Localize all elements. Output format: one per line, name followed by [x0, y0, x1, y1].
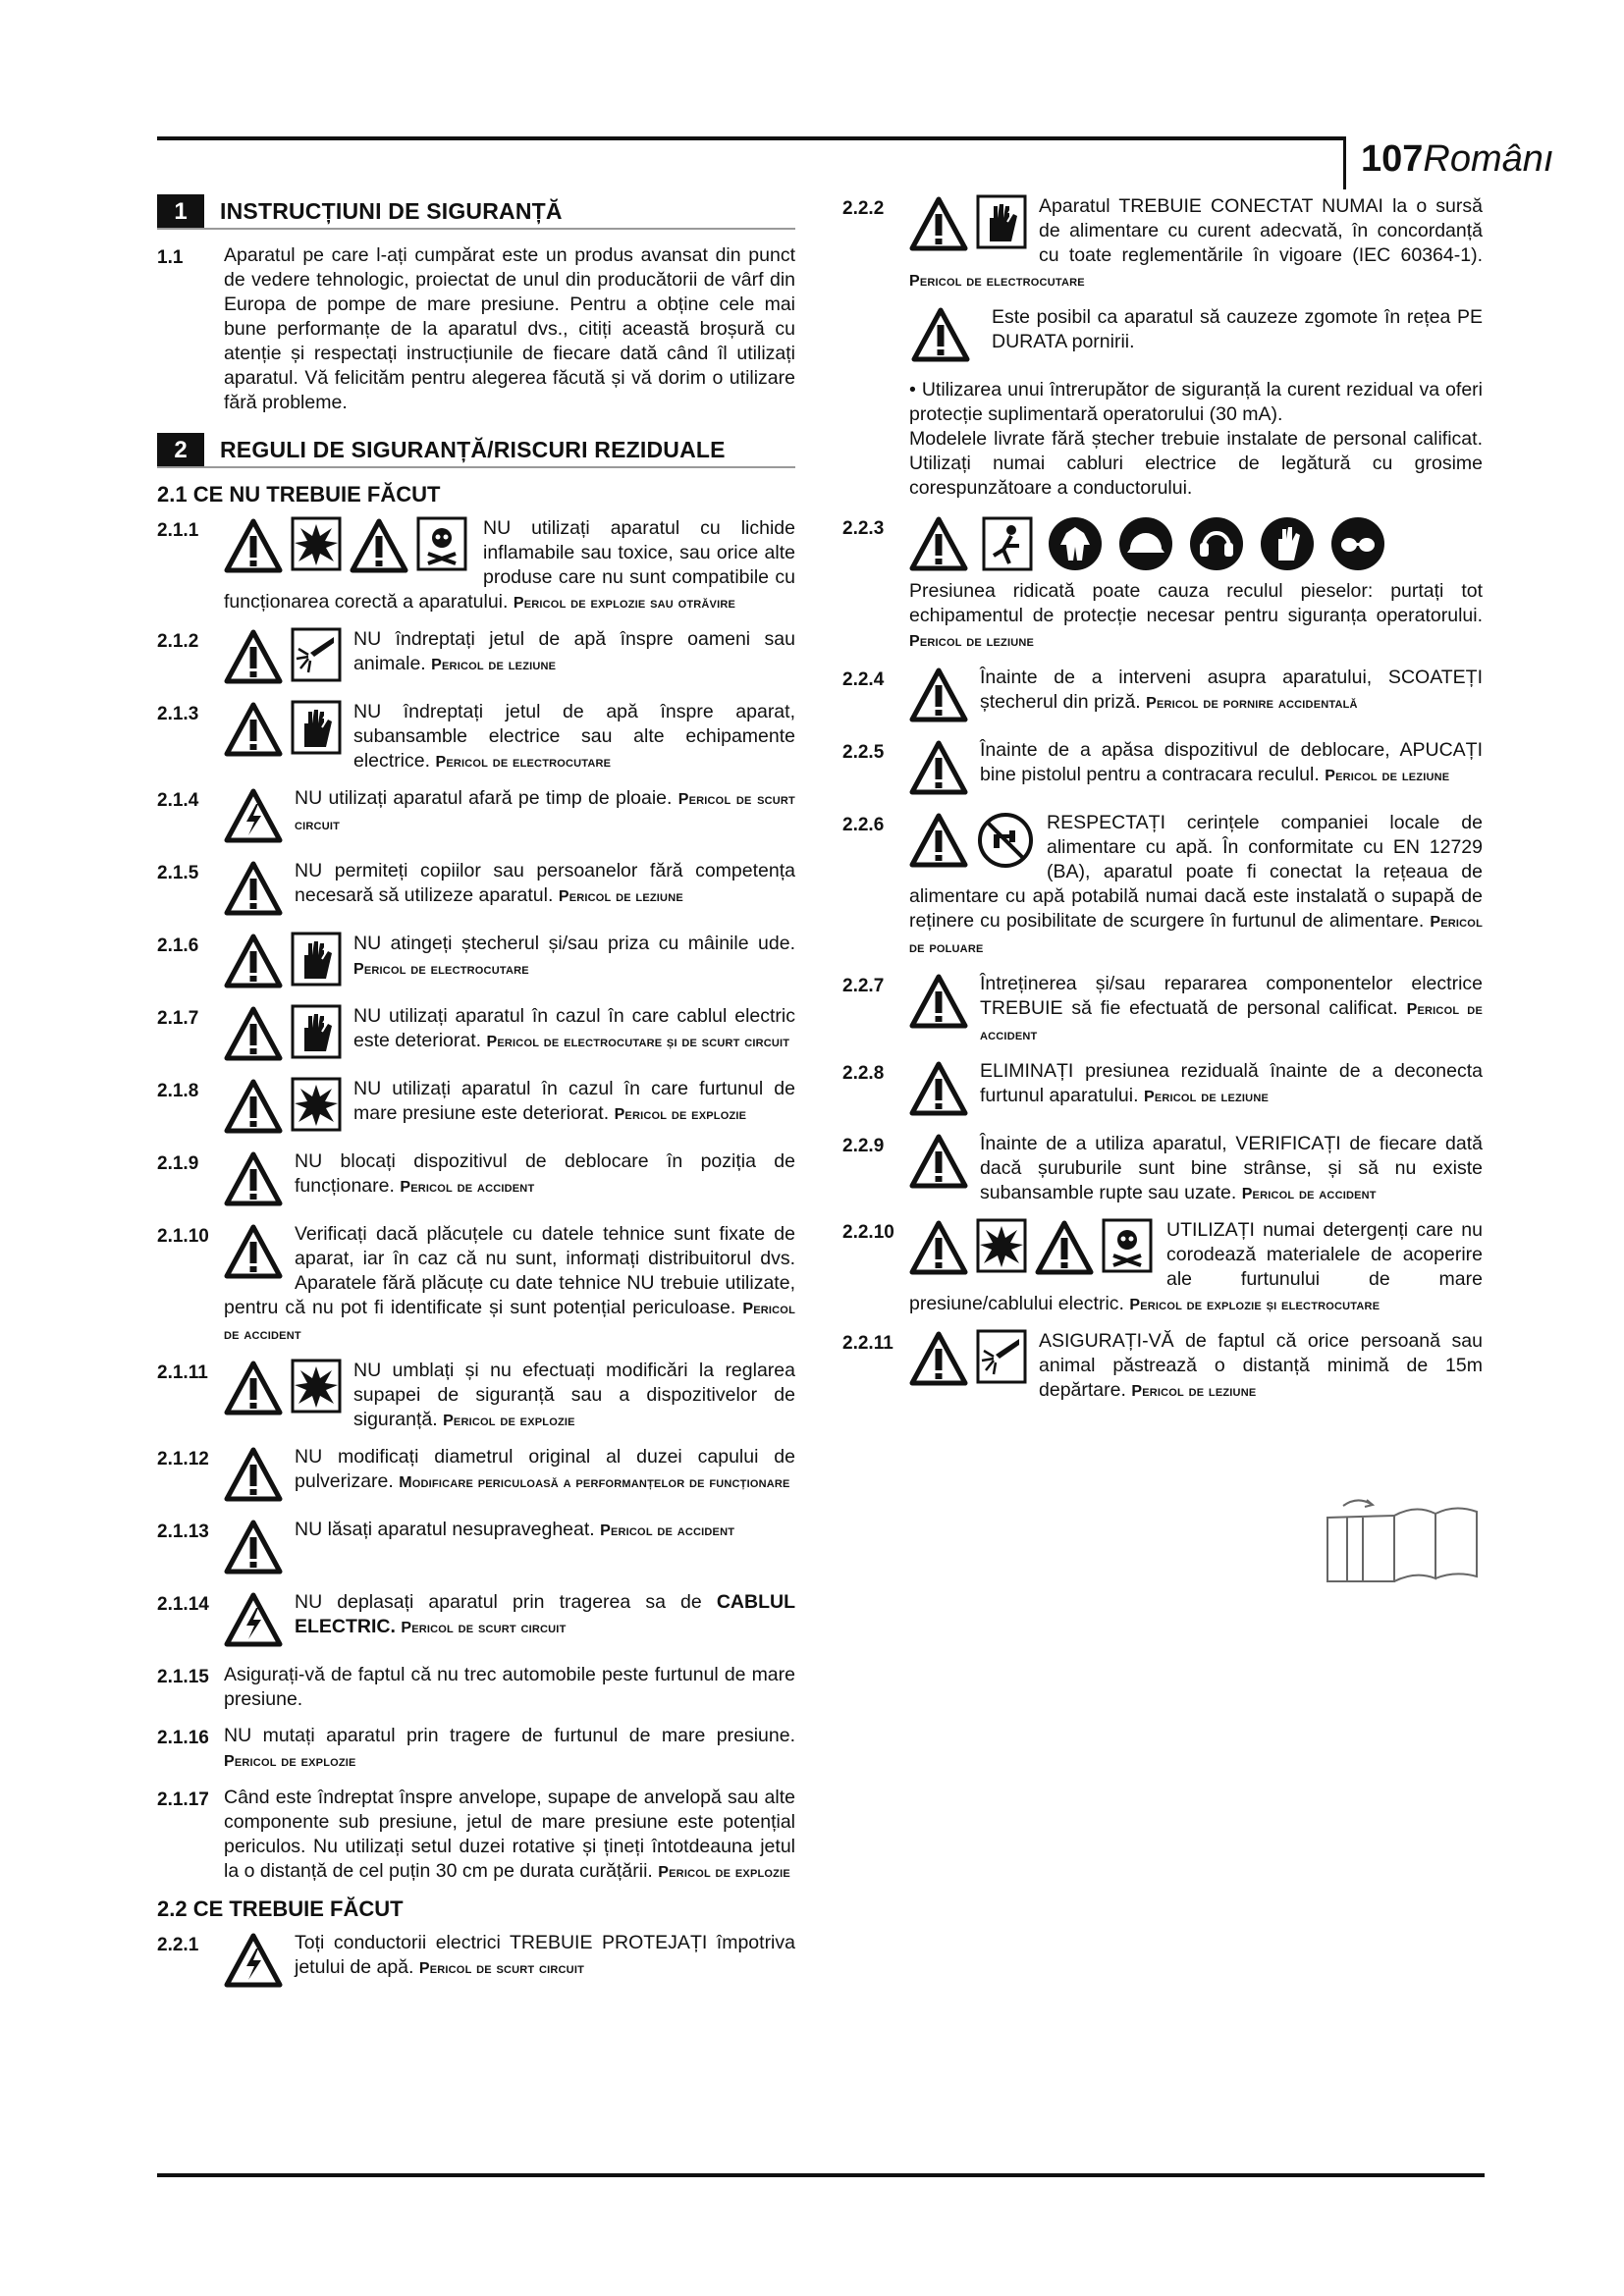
item-2-1-11: 2.1.11 NU umblați și nu efectuați modificări la reglarea supapei de siguranță sau a dispozitivelor de siguranță. Pericol de explozie [157, 1360, 795, 1430]
warning-icon [909, 514, 968, 573]
item-2-1-6: 2.1.6 NU atingeți ștecherul și/sau priza cu mâinile ude. Pericol de electrocutare [157, 932, 795, 992]
left-column [157, 194, 795, 2003]
explosion-icon [291, 1359, 342, 1414]
ear-protection-icon [1188, 515, 1245, 572]
electric-warning-icon [224, 1931, 283, 1990]
warning-icon [224, 932, 283, 990]
warning-icon [224, 1004, 283, 1063]
warning-icon [909, 811, 968, 870]
right-column [842, 194, 1483, 1415]
subsection-2-2-heading: 2.2 CE TREBUIE FĂCUT [157, 1896, 404, 1921]
warning-icon [224, 1077, 283, 1136]
no-tap-icon [976, 811, 1035, 870]
warning-icon [909, 666, 968, 724]
toxic-skull-icon [1102, 1218, 1153, 1273]
warning-icon [909, 1132, 968, 1191]
item-2-1-2: 2.1.2 NU îndreptați jetul de apă înspre oameni sau animale. Pericol de leziune [157, 627, 795, 688]
item-2-1-14: 2.1.14 NU deplasați aparatul prin tragerea sa de CABLUL ELECTRIC. Pericol de scurt circuit [157, 1590, 795, 1651]
item-2-1-4: 2.1.4 NU utilizați aparatul afară pe timp de ploaie. Pericol de scurt circuit [157, 786, 795, 847]
item-2-1-8: 2.1.8 NU utilizați aparatul în cazul în care furtunul de mare presiune este deteriorat. Pericol de explozie [157, 1077, 795, 1138]
warning-icon [1035, 1218, 1094, 1277]
bottom-rule [157, 2173, 1485, 2177]
item-2-2-11: 2.2.11 ASIGURAȚI-VĂ de faptul că orice persoană sau animal păstrează o distanță minimă de 15m depărtare. Pericol de leziune [842, 1330, 1483, 1401]
item-2-2-4: 2.2.4 Înainte de a interveni asupra aparatului, SCOATEȚI ștecherul din priză. Pericol de pornire accidentală [842, 666, 1483, 726]
explosion-icon [976, 1218, 1027, 1273]
toxic-skull-icon [416, 516, 467, 571]
warning-icon [224, 1359, 283, 1417]
page-number: 107Românı [1361, 138, 1554, 180]
item-2-1-7: 2.1.7 NU utilizați aparatul în cazul în care cablul electric este deteriorat. Pericol de electrocutare și de scurt circuit [157, 1004, 795, 1065]
section-2-heading: 2 REGULI DE SIGURANȚĂ/RISCURI REZIDUALE [157, 433, 795, 468]
item-2-1-3: 2.1.3 NU îndreptați jetul de apă înspre aparat, subansamble electrice sau alte echipamente electrice. Pericol de electrocutare [157, 701, 795, 772]
warning-icon [224, 1445, 283, 1504]
electric-warning-icon [224, 786, 283, 845]
electric-hand-icon [291, 932, 342, 987]
section-1-heading: 1 INSTRUCȚIUNI DE SIGURANȚĂ [157, 194, 795, 230]
subsection-2-1-heading: 2.1 CE NU TREBUIE FĂCUT [157, 482, 441, 507]
item-2-1-16: 2.1.16 NU mutați aparatul prin tragere de furtunul de mare presiune. Pericol de explozie [157, 1725, 795, 1770]
rcd-note: • Utilizarea unui întrerupător de siguranță la curent rezidual va oferi protecție suplimentară operatorului (30 mA). [909, 379, 1483, 425]
water-jet-icon [291, 627, 342, 682]
read-manual-icon [1308, 1488, 1485, 1586]
warning-icon [909, 1059, 968, 1118]
item-2-2-10: 2.2.10 UTILIZAȚI numai detergenți care nu corodează materialele de acoperire ale furtunului de mare presiune/cablului electric. Pericol de explozie și electrocutare [842, 1219, 1483, 1314]
warning-icon [224, 627, 283, 686]
electric-warning-icon [224, 1590, 283, 1649]
item-2-2-7: 2.2.7 Întreținerea și/sau repararea componentelor electrice TREBUIE să fie efectuată de personal calificat. Pericol de accident [842, 973, 1483, 1043]
goggles-icon [1329, 515, 1386, 572]
item-2-2-2: 2.2.2 Aparatul TREBUIE CONECTAT NUMAI la o sursă de alimentare cu curent adecvată, în concordanță cu toate reglementările în vigoare (IEC 60364-1). Pericol de electrocutare [842, 195, 1483, 290]
item-2-2-3: 2.2.3 Presiunea ridicată poate cauza reculul pieselor: purtați tot echipamentul de protecție necesar pentru siguranța operatorului. Pericol de leziune [842, 514, 1483, 654]
warning-icon [224, 516, 283, 575]
electric-hand-icon [291, 700, 342, 755]
item-2-1-10: 2.1.10 Verificați dacă plăcuțele cu datele tehnice sunt fixate de aparat, iar în caz că nu sunt, informați distribuitorul dvs. Aparatele fără plăcuțe cu date tehnice NU trebuie utilizate, pentru că nu pot fi identificate și sunt potențial periculoase. Pericol de accident [157, 1223, 795, 1343]
item-2-1-13: 2.1.13 NU lăsați aparatul nesupravegheat. Pericol de accident [157, 1518, 795, 1578]
item-2-1-15: 2.1.15 Asigurați-vă de faptul că nu trec automobile peste furtunul de mare presiune. [157, 1664, 795, 1710]
item-noise-note: Este posibil ca aparatul să cauzeze zgomote în rețea PE DURATA pornirii. [842, 305, 1483, 366]
warning-icon [909, 1218, 968, 1277]
warning-icon [909, 194, 968, 253]
item-2-1-12: 2.1.12 NU modificați diametrul original al duzei capului de pulverizare. Modificare periculoasă a performanțelor de funcționare [157, 1445, 795, 1506]
protective-suit-icon [1047, 515, 1104, 572]
explosion-icon [291, 1077, 342, 1132]
recoil-icon [982, 516, 1033, 571]
explosion-icon [291, 516, 342, 571]
item-2-1-17: 2.1.17 Când este îndreptat înspre anvelope, supape de anvelopă sau alte componente sub presiune, jetul de mare presiune este potențial periculos. Nu utilizați setul duzei rotative și țineți întotdeauna jetul la o distanță de cel puțin 30 cm pe durata curățării. Pericol de explozie [157, 1787, 795, 1882]
item-2-1-5: 2.1.5 NU permiteți copiilor sau persoanelor fără competența necesară să utilizeze aparatul. Pericol de leziune [157, 859, 795, 920]
warning-icon [350, 516, 408, 575]
electric-hand-icon [976, 194, 1027, 249]
warning-icon [909, 738, 968, 797]
warning-icon [224, 859, 283, 918]
warning-icon [224, 1518, 283, 1576]
item-2-2-8: 2.2.8 ELIMINAȚI presiunea reziduală înainte de a deconecta furtunul aparatului. Pericol de leziune [842, 1059, 1483, 1120]
gloves-icon [1259, 515, 1316, 572]
warning-icon [224, 1222, 283, 1281]
top-rule [157, 136, 1345, 140]
item-2-2-1: 2.2.1 Toți conductorii electrici TREBUIE PROTEJAȚI împotriva jetului de apă. Pericol de scurt circuit [157, 1931, 795, 1992]
warning-icon [224, 700, 283, 759]
helmet-icon [1117, 515, 1174, 572]
header-divider [1343, 136, 1346, 189]
warning-icon [911, 305, 970, 364]
item-1-1: 1.1 Aparatul pe care l-ați cumpărat este un produs avansat din punct de vedere tehnologic, proiectat de unul din producătorii de vârf din Europa de pompe de mare presiune. Pentru a obține cele mai bune performanțe de la aparatul dvs., citiți această broșură cu atenție și respectați instrucțiunile de fiecare dată când îl utilizați aparatul. Vă felicităm pentru alegerea făcută și vă dorim o utilizare fără probleme. [157, 244, 795, 413]
item-2-2-6: 2.2.6 RESPECTAȚI cerințele companiei locale de alimentare cu apă. În conformitate cu EN 12729 (BA), aparatul poate fi conectat la rețeaua de alimentare cu apă potabilă numai dacă este instalată o supapă de reținere cu posibilitate de scurgere în furtunul de alimentare. Pericol de poluare [842, 812, 1483, 956]
warning-icon [909, 972, 968, 1031]
warning-icon [909, 1329, 968, 1388]
item-2-2-5: 2.2.5 Înainte de a apăsa dispozitivul de deblocare, APUCAȚI bine pistolul pentru a contracara reculul. Pericol de leziune [842, 738, 1483, 799]
plug-note: Modelele livrate fără ștecher trebuie instalate de personal calificat. Utilizați numai cabluri electrice de legătură cu grosime corespunzătoare a conductorului. [909, 428, 1483, 499]
item-2-2-9: 2.2.9 Înainte de a utiliza aparatul, VERIFICAȚI de fiecare dată dacă șuruburile sunt bine strânse, și să nu existe subansamble rupte sau uzate. Pericol de accident [842, 1133, 1483, 1203]
warning-icon [224, 1149, 283, 1208]
electric-hand-icon [291, 1004, 342, 1059]
item-2-1-1: 2.1.1 NU utilizați aparatul cu lichide inflamabile sau toxice, sau orice alte produse care nu sunt compatibile cu funcționarea corectă a aparatului. Pericol de explozie sau otrăvire [157, 517, 795, 613]
water-jet-icon [976, 1329, 1027, 1384]
item-2-1-9: 2.1.9 NU blocați dispozitivul de deblocare în poziția de funcționare. Pericol de accident [157, 1149, 795, 1210]
